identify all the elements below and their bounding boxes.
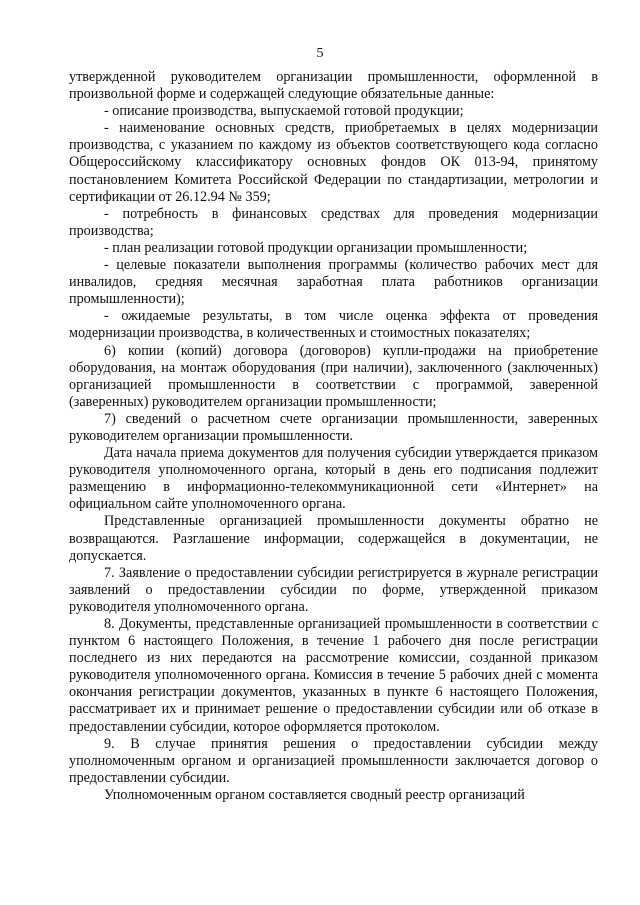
paragraph-start-date: Дата начала приема документов для получения субсидии утверждается приказом руководителя уполномоченного органа, который в день его подписания подлежит размещению в информационно-телекоммуникационной сети «Интернет» на официальном сайте уполномоченного органа. xyxy=(69,445,598,513)
list-item-financial-needs: - потребность в финансовых средствах для проведения модернизации производства; xyxy=(69,205,598,239)
paragraph-documents-not-returned: Представленные организацией промышленности документы обратно не возвращаются. Разглашение информации, содержащейся в документации, не допускается. xyxy=(69,513,598,564)
list-item-target-indicators: - целевые показатели выполнения программы (количество рабочих мест для инвалидов, средняя месячная заработная плата работников организации промышленности); xyxy=(69,257,598,308)
document-body xyxy=(69,69,598,804)
list-item-6-contracts: 6) копии (копий) договора (договоров) купли-продажи на приобретение оборудования, на монтаж оборудования (при наличии), заключенного (заключенных) организацией промышленности в соответствии с программой, заверенной (заверенных) руководителем организации промышленности; xyxy=(69,342,598,410)
paragraph-continuation: утвержденной руководителем организации промышленности, оформленной в произвольной форме и содержащей следующие обязательные данные: xyxy=(69,69,598,103)
list-item-sales-plan: - план реализации готовой продукции организации промышленности; xyxy=(104,239,528,256)
list-item-fixed-assets: - наименование основных средств, приобретаемых в целях модернизации производства, с указанием по каждому из объектов соответствующего кода согласно Общероссийскому классификатору основных фондов ОК 013-94, принятому постановлением Комитета Российской Федерации по стандартизации, метрологии и сертификации от 26.12.94 № 359; xyxy=(69,120,598,205)
list-item-production-description: - описание производства, выпускаемой готовой продукции; xyxy=(104,103,464,120)
list-item-7-bank-account: 7) сведений о расчетном счете организации промышленности, заверенных руководителем организации промышленности. xyxy=(69,410,598,444)
page-number: 5 xyxy=(316,46,324,61)
clause-7: 7. Заявление о предоставлении субсидии регистрируется в журнале регистрации заявлений о предоставлении субсидии по форме, утвержденной приказом руководителя уполномоченного органа. xyxy=(69,564,598,615)
paragraph-registry: Уполномоченным органом составляется сводный реестр организаций xyxy=(104,786,525,803)
list-item-expected-results: - ожидаемые результаты, в том числе оценка эффекта от проведения модернизации производства, в количественных и стоимостных показателях; xyxy=(69,308,598,342)
clause-9: 9. В случае принятия решения о предоставлении субсидии между уполномоченным органом и организацией промышленности заключается договор о предоставлении субсидии. xyxy=(69,735,598,786)
clause-8: 8. Документы, представленные организацией промышленности в соответствии с пунктом 6 настоящего Положения, в течение 1 рабочего дня после регистрации последнего из них передаются на рассмотрение комиссии, созданной приказом руководителя уполномоченного органа. Комиссия в течение 5 рабочих дней с момента окончания регистрации документов, указанных в пункте 6 настоящего Положения, рассматривает их и принимает решение о предоставлении субсидии или об отказе в предоставлении субсидии, которое оформляется протоколом. xyxy=(69,616,598,735)
